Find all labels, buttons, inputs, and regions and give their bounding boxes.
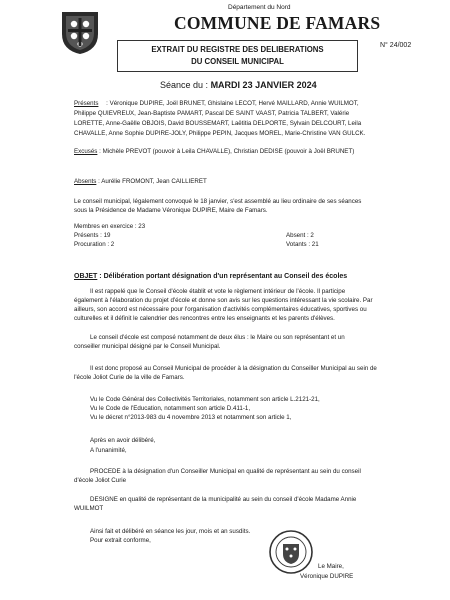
p3-line-2: l'école Joliot Curie de la ville de Famars. (74, 374, 185, 381)
objet-label: OBJET (74, 273, 98, 280)
seance-date: MARDI 23 JANVIER 2024 (210, 80, 317, 90)
coat-of-arms-icon (60, 10, 100, 56)
seance-line (160, 80, 317, 90)
signature-role: Le Maire, (318, 563, 344, 570)
objet-line: OBJET : Délibération portant désignation d'un représentant au Conseil des écoles (74, 273, 348, 280)
p1-line-1: Il est rappelé que le Conseil d'école établit et vote le règlement intérieur de l'école. Il participe (90, 288, 346, 295)
p2-line-2: conseiller municipal désigné par le Conseil Municipal. (74, 343, 221, 350)
presents-line-3: LORETTE, Anne-Gaëlle OBJOIS, David BOUSSEMART, Laëtitia DELPORTE, Sylvain DELCOURT, Leila (74, 120, 362, 127)
deliberation-number: N° 24/002 (380, 42, 412, 49)
designe-line-2: WUILMOT (74, 505, 104, 512)
absent-count: Absent : 2 (286, 232, 314, 239)
designe-line-1: DESIGNE en qualité de représentant de la municipalité au sein du conseil d'école Madame Annie (90, 496, 357, 503)
fin-line-2: Pour extrait conforme, (90, 537, 151, 544)
excuses-label: Excusés (74, 148, 98, 155)
convocation-line-2: sous la Présidence de Madame Véronique DUPIRE, Maire de Famars. (74, 207, 268, 214)
fin-line-1: Ainsi fait et délibéré en séance les jour, mois et an susdits. (90, 528, 251, 535)
p2-line-1: Le conseil d'école est composé notamment de deux élus : le Maire ou son représentant et un (90, 334, 345, 341)
mairie-seal-icon (268, 528, 314, 576)
document-title-box (117, 40, 358, 72)
membres-count: Membres en exercice : 23 (74, 223, 146, 230)
p1-line-4: culturelles et il définit le calendrier des rencontres entre les enseignants et les parents d'élèves. (74, 315, 335, 322)
presents-line-2: Philippe QUIEVREUX, Jean-Baptiste PAMART, Pascal DE SAINT VAAST, Patricia TALBERT, Valérie (74, 110, 350, 117)
excuses-line: Excusés : Michèle PREVOT (pouvoir à Leila CHAVALLE), Christian DEDISE (pouvoir à Joël BRUNET) (74, 148, 355, 155)
vu-line-3: Vu le décret n°2013-983 du 4 novembre 2013 et notamment son article 1, (90, 414, 292, 421)
department-label: Département du Nord (228, 4, 291, 11)
vu-line-2: Vu le Code de l'Education, notamment son article D.411-1, (90, 405, 251, 412)
avis-line-1: Après en avoir délibéré, (90, 437, 156, 444)
p1-line-3: ailleurs, son accord est nécessaire pour l'organisation d'activités complémentaires éducatives, sportives ou (74, 306, 367, 313)
presents-line-4: CHAVALLE, Anne Sophie DUPIRE-JOLY, Philippe PEPIN, Jacques MOREL, Marie-Christine VAN GULCK. (74, 130, 366, 137)
title-line-2: DU CONSEIL MUNICIPAL (191, 57, 284, 66)
procuration-count: Procuration : 2 (74, 241, 115, 248)
signature-name: Véronique DUPIRE (300, 573, 354, 580)
seance-label: Séance du : (160, 80, 209, 90)
avis-line-2: A l'unanimité, (90, 447, 127, 454)
presents-count: Présents : 19 (74, 232, 111, 239)
p1-line-2: également à l'élaboration du projet d'école et donne son avis sur les questions intéressant la vie scolaire. Par (74, 297, 373, 304)
presents-label: Présents (74, 100, 99, 107)
title-line-1: EXTRAIT DU REGISTRE DES DELIBERATIONS (151, 45, 324, 54)
procede-line-2: d'école Joliot Curie (74, 477, 127, 484)
commune-name: COMMUNE DE FAMARS (174, 13, 381, 33)
votants-count: Votants : 21 (286, 241, 319, 248)
absents-label: Absents (74, 178, 97, 185)
convocation-line-1: Le conseil municipal, légalement convoqué le 18 janvier, s'est assemblé au lieu ordinaire de ses séances (74, 198, 362, 205)
absents-line: Absents : Aurélie FROMONT, Jean CAILLIERET (74, 178, 207, 185)
p3-line-1: Il est donc proposé au Conseil Municipal de procéder à la désignation du Conseiller Municipal au sein de (90, 365, 377, 372)
presents-line-1: Présents : Véronique DUPIRE, Joël BRUNET, Ghislaine LECOT, Hervé MAILLARD, Annie WUILMOT, (74, 100, 359, 107)
procede-line-1: PROCEDE à la désignation d'un Conseiller Municipal en qualité de représentant au sein du conseil (90, 468, 361, 475)
vu-line-1: Vu le Code Général des Collectivités Territoriales, notamment son article L.2121-21, (90, 396, 320, 403)
